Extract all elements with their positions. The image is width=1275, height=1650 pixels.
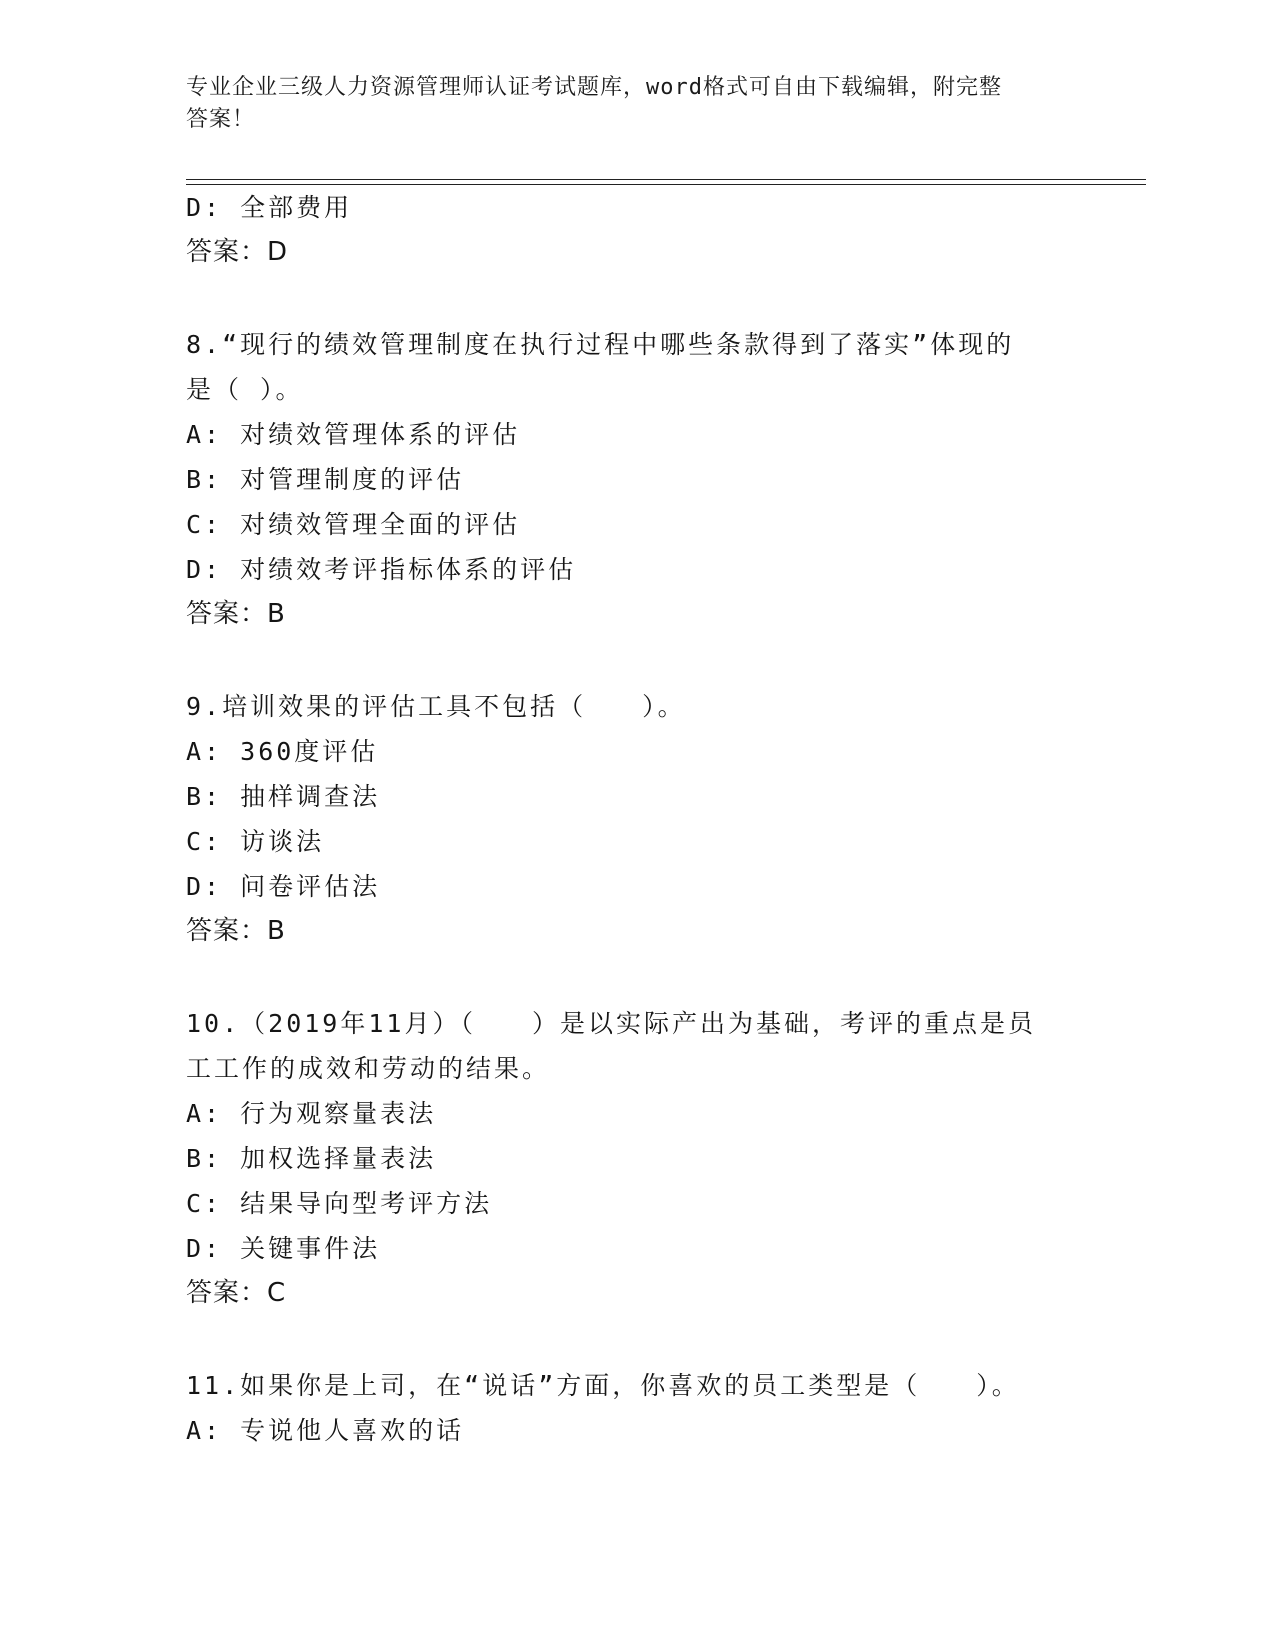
option-b: B: 加权选择量表法 [186,1144,437,1173]
page-header [186,72,1066,136]
question-11 [186,1363,1086,1453]
option-c: C: 对绩效管理全面的评估 [186,510,521,539]
option-a: A: 360度评估 [186,737,379,766]
option-d: D: 对绩效考评指标体系的评估 [186,555,577,584]
header-line-2: 答案！ [186,107,256,132]
spacer [186,954,1086,1001]
option-d: D: 关键事件法 [186,1234,381,1263]
question-stem-line-1: 11.如果你是上司，在“说话”方面，你喜欢的员工类型是（ ）。 [186,1371,1020,1400]
question-stem-line-2: 工工作的成效和劳动的结果。 [186,1054,551,1083]
option-b: B: 抽样调查法 [186,782,381,811]
option-d: D: 全部费用 [186,193,353,222]
option-b: B: 对管理制度的评估 [186,465,465,494]
header-line-1: 专业企业三级人力资源管理师认证考试题库，word格式可自由下载编辑，附完整 [186,75,1002,100]
answer-line: 答案：B [186,916,286,946]
question-10 [186,1001,1086,1316]
question-stem-line-1: 10.（2019年11月）（ ）是以实际产出为基础，考评的重点是员 [186,1009,1036,1038]
question-9 [186,684,1086,954]
question-8 [186,322,1086,637]
option-a: A: 行为观察量表法 [186,1099,437,1128]
question-stem-line-1: 9.培训效果的评估工具不包括（ ）。 [186,692,686,721]
document-body [186,185,1086,1453]
option-c: C: 结果导向型考评方法 [186,1189,493,1218]
option-a: A: 对绩效管理体系的评估 [186,420,521,449]
question-7-tail [186,185,1086,275]
spacer [186,275,1086,322]
header-rule-top [186,179,1146,180]
answer-line: 答案：B [186,599,286,629]
spacer [186,1316,1086,1363]
answer-line: 答案：D [186,237,289,267]
question-stem-line-1: 8.“现行的绩效管理制度在执行过程中哪些条款得到了落实”体现的 [186,330,1015,359]
answer-line: 答案：C [186,1278,287,1308]
question-stem-line-2: 是（ ）。 [186,375,304,404]
option-d: D: 问卷评估法 [186,872,381,901]
spacer [186,637,1086,684]
option-c: C: 访谈法 [186,827,325,856]
option-a: A: 专说他人喜欢的话 [186,1416,465,1445]
